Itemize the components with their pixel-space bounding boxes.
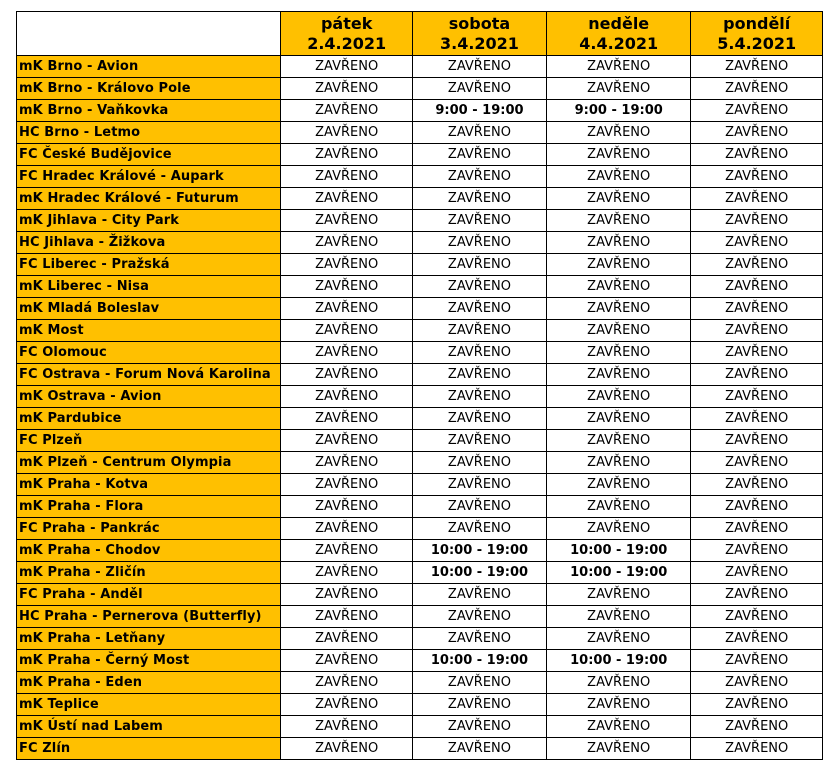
store-name-cell: mK Ústí nad Labem	[17, 716, 281, 738]
hours-cell: ZAVŘENO	[691, 628, 823, 650]
hours-cell: ZAVŘENO	[691, 650, 823, 672]
hours-cell: ZAVŘENO	[691, 540, 823, 562]
hours-cell: ZAVŘENO	[281, 254, 413, 276]
day-name: sobota	[448, 13, 511, 33]
hours-cell: ZAVŘENO	[281, 320, 413, 342]
store-name-cell: FC Liberec - Pražská	[17, 254, 281, 276]
hours-cell: 9:00 - 19:00	[547, 100, 691, 122]
table-row	[17, 518, 823, 540]
hours-cell: ZAVŘENO	[281, 56, 413, 78]
hours-cell: ZAVŘENO	[547, 694, 691, 716]
hours-cell: ZAVŘENO	[412, 144, 546, 166]
hours-cell: ZAVŘENO	[691, 232, 823, 254]
store-name-cell: FC Praha - Pankrác	[17, 518, 281, 540]
hours-cell: 10:00 - 19:00	[412, 650, 546, 672]
hours-cell: ZAVŘENO	[281, 144, 413, 166]
hours-cell: ZAVŘENO	[547, 738, 691, 760]
hours-cell: ZAVŘENO	[547, 496, 691, 518]
table-row	[17, 738, 823, 760]
table-row	[17, 144, 823, 166]
hours-cell: ZAVŘENO	[547, 56, 691, 78]
table-row	[17, 584, 823, 606]
hours-cell: ZAVŘENO	[547, 584, 691, 606]
hours-cell: ZAVŘENO	[281, 386, 413, 408]
table-row	[17, 452, 823, 474]
hours-cell: 10:00 - 19:00	[547, 562, 691, 584]
store-name-cell: mK Brno - Vaňkovka	[17, 100, 281, 122]
store-name-cell: mK Praha - Letňany	[17, 628, 281, 650]
hours-cell: ZAVŘENO	[412, 276, 546, 298]
hours-cell: ZAVŘENO	[547, 716, 691, 738]
day-date: 2.4.2021	[307, 33, 387, 53]
hours-cell: ZAVŘENO	[691, 452, 823, 474]
hours-cell: ZAVŘENO	[547, 188, 691, 210]
hours-cell: ZAVŘENO	[281, 738, 413, 760]
hours-cell: ZAVŘENO	[691, 254, 823, 276]
hours-cell: ZAVŘENO	[547, 232, 691, 254]
table-row	[17, 320, 823, 342]
store-name-cell: FC České Budějovice	[17, 144, 281, 166]
store-name-cell: mK Most	[17, 320, 281, 342]
hours-cell: ZAVŘENO	[547, 474, 691, 496]
hours-cell: ZAVŘENO	[691, 78, 823, 100]
day-date: 5.4.2021	[717, 33, 797, 53]
hours-cell: ZAVŘENO	[281, 100, 413, 122]
store-name-cell: FC Hradec Králové - Aupark	[17, 166, 281, 188]
table-row	[17, 56, 823, 78]
hours-cell: ZAVŘENO	[412, 496, 546, 518]
hours-cell: ZAVŘENO	[691, 320, 823, 342]
table-row	[17, 210, 823, 232]
hours-cell: ZAVŘENO	[412, 518, 546, 540]
table-row	[17, 672, 823, 694]
hours-cell: ZAVŘENO	[281, 408, 413, 430]
table-row	[17, 386, 823, 408]
store-name-cell: mK Liberec - Nisa	[17, 276, 281, 298]
table-row	[17, 78, 823, 100]
table-row	[17, 562, 823, 584]
hours-cell: ZAVŘENO	[281, 672, 413, 694]
store-name-cell: HC Praha - Pernerova (Butterfly)	[17, 606, 281, 628]
store-name-cell: mK Praha - Eden	[17, 672, 281, 694]
store-name-cell: FC Olomouc	[17, 342, 281, 364]
hours-cell: ZAVŘENO	[547, 254, 691, 276]
table-row	[17, 166, 823, 188]
day-header-2	[547, 12, 691, 56]
hours-cell: ZAVŘENO	[281, 78, 413, 100]
hours-cell: 10:00 - 19:00	[412, 540, 546, 562]
hours-cell: ZAVŘENO	[281, 276, 413, 298]
store-name-cell: mK Praha - Zličín	[17, 562, 281, 584]
table-row	[17, 430, 823, 452]
hours-cell: ZAVŘENO	[281, 122, 413, 144]
hours-cell: ZAVŘENO	[281, 562, 413, 584]
table-row	[17, 188, 823, 210]
hours-cell: ZAVŘENO	[412, 342, 546, 364]
day-name: pondělí	[723, 13, 791, 33]
hours-cell: ZAVŘENO	[412, 606, 546, 628]
hours-cell: ZAVŘENO	[691, 694, 823, 716]
store-name-cell: mK Hradec Králové - Futurum	[17, 188, 281, 210]
hours-cell: ZAVŘENO	[691, 672, 823, 694]
store-name-cell: mK Praha - Flora	[17, 496, 281, 518]
table-body	[17, 56, 823, 760]
hours-cell: ZAVŘENO	[281, 342, 413, 364]
hours-cell: ZAVŘENO	[281, 584, 413, 606]
hours-cell: ZAVŘENO	[691, 496, 823, 518]
table-row	[17, 276, 823, 298]
table-row	[17, 254, 823, 276]
hours-cell: ZAVŘENO	[691, 122, 823, 144]
hours-cell: ZAVŘENO	[691, 342, 823, 364]
hours-cell: ZAVŘENO	[412, 474, 546, 496]
hours-cell: ZAVŘENO	[281, 452, 413, 474]
hours-cell: ZAVŘENO	[547, 320, 691, 342]
hours-cell: ZAVŘENO	[547, 628, 691, 650]
hours-cell: ZAVŘENO	[412, 408, 546, 430]
hours-cell: ZAVŘENO	[281, 716, 413, 738]
store-name-cell: mK Praha - Chodov	[17, 540, 281, 562]
table-row	[17, 232, 823, 254]
day-date: 4.4.2021	[579, 33, 659, 53]
hours-cell: ZAVŘENO	[412, 298, 546, 320]
hours-cell: ZAVŘENO	[412, 122, 546, 144]
store-name-cell: HC Jihlava - Žižkova	[17, 232, 281, 254]
hours-cell: ZAVŘENO	[281, 606, 413, 628]
store-name-cell: FC Ostrava - Forum Nová Karolina	[17, 364, 281, 386]
opening-hours-table	[16, 11, 823, 760]
hours-cell: ZAVŘENO	[281, 650, 413, 672]
hours-cell: ZAVŘENO	[691, 276, 823, 298]
hours-cell: ZAVŘENO	[412, 584, 546, 606]
hours-cell: ZAVŘENO	[412, 386, 546, 408]
hours-cell: ZAVŘENO	[547, 342, 691, 364]
hours-cell: ZAVŘENO	[412, 738, 546, 760]
hours-cell: ZAVŘENO	[412, 672, 546, 694]
hours-cell: ZAVŘENO	[412, 56, 546, 78]
hours-cell: ZAVŘENO	[691, 56, 823, 78]
hours-cell: ZAVŘENO	[547, 276, 691, 298]
store-name-cell: mK Ostrava - Avion	[17, 386, 281, 408]
hours-cell: ZAVŘENO	[412, 188, 546, 210]
day-header-1	[412, 12, 546, 56]
hours-cell: ZAVŘENO	[691, 386, 823, 408]
hours-cell: ZAVŘENO	[281, 628, 413, 650]
hours-cell: ZAVŘENO	[281, 364, 413, 386]
hours-cell: ZAVŘENO	[547, 386, 691, 408]
hours-cell: ZAVŘENO	[281, 474, 413, 496]
hours-cell: ZAVŘENO	[691, 474, 823, 496]
hours-cell: ZAVŘENO	[412, 78, 546, 100]
hours-cell: ZAVŘENO	[691, 738, 823, 760]
hours-cell: ZAVŘENO	[281, 166, 413, 188]
hours-cell: ZAVŘENO	[412, 232, 546, 254]
hours-cell: ZAVŘENO	[412, 166, 546, 188]
hours-cell: ZAVŘENO	[547, 78, 691, 100]
hours-cell: ZAVŘENO	[281, 694, 413, 716]
header-row	[17, 12, 823, 56]
table-row	[17, 694, 823, 716]
store-name-cell: HC Brno - Letmo	[17, 122, 281, 144]
table-row	[17, 298, 823, 320]
hours-cell: 10:00 - 19:00	[412, 562, 546, 584]
hours-cell: ZAVŘENO	[547, 166, 691, 188]
hours-cell: ZAVŘENO	[547, 122, 691, 144]
hours-cell: ZAVŘENO	[691, 210, 823, 232]
hours-cell: 9:00 - 19:00	[412, 100, 546, 122]
hours-cell: ZAVŘENO	[547, 144, 691, 166]
hours-cell: ZAVŘENO	[412, 320, 546, 342]
table-row	[17, 628, 823, 650]
header-corner-cell	[17, 12, 281, 56]
store-name-cell: mK Praha - Černý Most	[17, 650, 281, 672]
store-name-cell: mK Teplice	[17, 694, 281, 716]
hours-cell: ZAVŘENO	[547, 364, 691, 386]
store-name-cell: mK Jihlava - City Park	[17, 210, 281, 232]
day-name: pátek	[320, 13, 373, 33]
day-name: neděle	[588, 13, 650, 33]
table-row	[17, 650, 823, 672]
hours-cell: ZAVŘENO	[691, 298, 823, 320]
hours-cell: ZAVŘENO	[547, 606, 691, 628]
table-row	[17, 474, 823, 496]
hours-cell: ZAVŘENO	[547, 518, 691, 540]
day-header-3	[691, 12, 823, 56]
hours-cell: ZAVŘENO	[691, 562, 823, 584]
hours-cell: ZAVŘENO	[547, 408, 691, 430]
hours-cell: ZAVŘENO	[281, 188, 413, 210]
hours-cell: ZAVŘENO	[691, 584, 823, 606]
hours-cell: ZAVŘENO	[412, 694, 546, 716]
hours-cell: ZAVŘENO	[412, 254, 546, 276]
table-row	[17, 716, 823, 738]
hours-cell: ZAVŘENO	[547, 298, 691, 320]
hours-cell: ZAVŘENO	[691, 518, 823, 540]
table-row	[17, 122, 823, 144]
hours-cell: 10:00 - 19:00	[547, 540, 691, 562]
hours-cell: ZAVŘENO	[547, 430, 691, 452]
store-name-cell: FC Praha - Anděl	[17, 584, 281, 606]
table-row	[17, 540, 823, 562]
store-name-cell: mK Plzeň - Centrum Olympia	[17, 452, 281, 474]
hours-cell: ZAVŘENO	[281, 232, 413, 254]
store-name-cell: mK Brno - Avion	[17, 56, 281, 78]
hours-cell: ZAVŘENO	[412, 210, 546, 232]
hours-cell: ZAVŘENO	[412, 716, 546, 738]
table-row	[17, 100, 823, 122]
store-name-cell: FC Zlín	[17, 738, 281, 760]
hours-cell: ZAVŘENO	[691, 606, 823, 628]
hours-cell: 10:00 - 19:00	[547, 650, 691, 672]
table-row	[17, 408, 823, 430]
hours-cell: ZAVŘENO	[691, 430, 823, 452]
hours-cell: ZAVŘENO	[547, 452, 691, 474]
table-row	[17, 496, 823, 518]
hours-cell: ZAVŘENO	[547, 672, 691, 694]
hours-cell: ZAVŘENO	[547, 210, 691, 232]
hours-cell: ZAVŘENO	[691, 364, 823, 386]
table-row	[17, 342, 823, 364]
hours-cell: ZAVŘENO	[412, 364, 546, 386]
hours-cell: ZAVŘENO	[691, 166, 823, 188]
store-name-cell: mK Pardubice	[17, 408, 281, 430]
hours-cell: ZAVŘENO	[281, 210, 413, 232]
hours-cell: ZAVŘENO	[281, 430, 413, 452]
hours-cell: ZAVŘENO	[691, 188, 823, 210]
hours-cell: ZAVŘENO	[281, 298, 413, 320]
hours-cell: ZAVŘENO	[412, 628, 546, 650]
hours-cell: ZAVŘENO	[691, 716, 823, 738]
store-name-cell: FC Plzeň	[17, 430, 281, 452]
hours-cell: ZAVŘENO	[281, 540, 413, 562]
table-row	[17, 364, 823, 386]
hours-cell: ZAVŘENO	[691, 100, 823, 122]
store-name-cell: mK Praha - Kotva	[17, 474, 281, 496]
store-name-cell: mK Mladá Boleslav	[17, 298, 281, 320]
day-date: 3.4.2021	[439, 33, 519, 53]
hours-cell: ZAVŘENO	[691, 144, 823, 166]
hours-cell: ZAVŘENO	[281, 496, 413, 518]
day-header-0	[281, 12, 413, 56]
store-name-cell: mK Brno - Královo Pole	[17, 78, 281, 100]
hours-cell: ZAVŘENO	[412, 452, 546, 474]
table-row	[17, 606, 823, 628]
hours-cell: ZAVŘENO	[412, 430, 546, 452]
hours-cell: ZAVŘENO	[691, 408, 823, 430]
hours-cell: ZAVŘENO	[281, 518, 413, 540]
